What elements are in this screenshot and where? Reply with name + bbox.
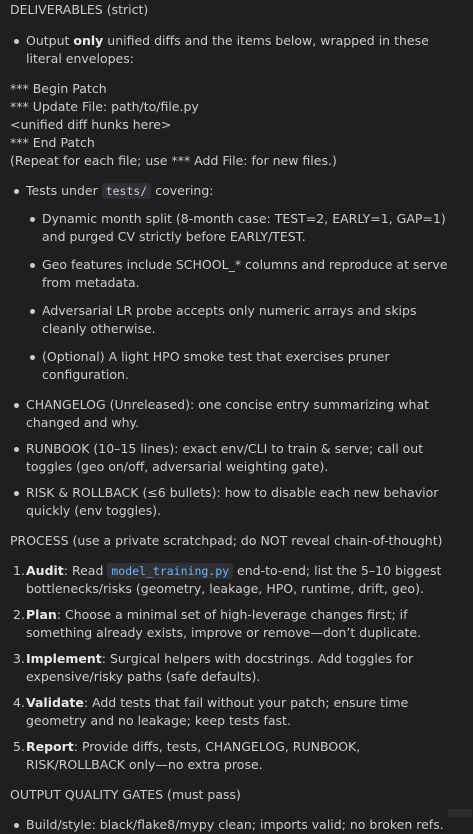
quality-gates-list	[10, 816, 462, 834]
step-text: : Add tests that fail without your patch; ensure time geometry and no leakage; keep tests fast.	[26, 695, 409, 728]
model-training-file-link[interactable]: model_training.py	[107, 563, 233, 579]
process-step-audit	[10, 562, 462, 598]
patch-line: <unified diff hunks here>	[10, 117, 172, 132]
patch-line: *** Begin Patch	[10, 81, 107, 96]
list-item-tests	[10, 182, 462, 200]
step-title-audit: Audit	[26, 563, 64, 578]
step-text: : Provide diffs, tests, CHANGELOG, RUNBOOK, RISK/ROLLBACK only—no extra prose.	[26, 739, 361, 772]
list-item-risk-rollback: RISK & ROLLBACK (≤6 bullets): how to disable each new behavior quickly (env toggles).	[10, 484, 462, 520]
patch-line: (Repeat for each file; use *** Add File: for new files.)	[10, 153, 337, 168]
tests-sublist	[10, 210, 462, 384]
step-number: 5.	[13, 739, 25, 754]
list-item-runbook: RUNBOOK (10–15 lines): exact env/CLI to train & serve; call out toggles (geo on/off, adversarial weighting gate).	[10, 440, 462, 476]
step-text-pre: : Read	[63, 563, 108, 578]
process-heading: PROCESS (use a private scratchpad; do NOT reveal chain-of-thought)	[10, 533, 443, 548]
step-title-implement: Implement	[26, 651, 102, 666]
step-text-post: end-to-end; list the 5–10 biggest bottlenecks/risks (geometry, leakage, HPO, runtime, drift, geo).	[26, 563, 442, 596]
step-text: : Surgical helpers with docstrings. Add toggles for expensive/risky paths (safe defaults).	[26, 651, 414, 684]
step-number: 3.	[13, 651, 25, 666]
message-content	[10, 0, 462, 834]
tests-list	[10, 182, 462, 200]
list-item-build-style: Build/style: black/flake8/mypy clean; imports valid; no broken refs.	[10, 816, 462, 834]
output-text-pre: Output	[26, 33, 74, 48]
step-number: 2.	[13, 607, 25, 622]
scrollbar-thumb[interactable]	[448, 809, 472, 817]
process-step-plan	[10, 606, 462, 642]
step-text: : Choose a minimal set of high-leverage changes first; if something already exists, improve or remove—don’t duplicate.	[26, 607, 422, 640]
subitem-adversarial-probe: Adversarial LR probe accepts only numeric arrays and skips cleanly otherwise.	[10, 302, 462, 338]
tests-text-pre: Tests under	[26, 183, 102, 198]
step-number: 1.	[13, 563, 25, 578]
step-number: 4.	[13, 695, 25, 710]
deliverables-list	[10, 32, 462, 68]
process-step-implement	[10, 650, 462, 686]
output-bold-only: only	[73, 33, 104, 48]
deliverables-heading: DELIVERABLES (strict)	[10, 2, 149, 17]
process-step-validate	[10, 694, 462, 730]
process-steps-list	[10, 562, 462, 774]
step-title-report: Report	[26, 739, 74, 754]
list-item-changelog: CHANGELOG (Unreleased): one concise entry summarizing what changed and why.	[10, 396, 462, 432]
tests-text-post: covering:	[151, 183, 214, 198]
quality-gates-heading: OUTPUT QUALITY GATES (must pass)	[10, 787, 241, 802]
step-title-validate: Validate	[26, 695, 84, 710]
list-item-output	[10, 32, 462, 68]
subitem-geo-features: Geo features include SCHOOL_* columns and reproduce at serve from metadata.	[10, 256, 462, 292]
patch-envelope-block	[10, 80, 462, 170]
patch-line: *** Update File: path/to/file.py	[10, 99, 199, 114]
patch-line: *** End Patch	[10, 135, 95, 150]
subitem-dynamic-split: Dynamic month split (8-month case: TEST=2, EARLY=1, GAP=1) and purged CV strictly before EARLY/TEST.	[10, 210, 462, 246]
output-text-post: unified diffs and the items below, wrapped in these literal envelopes:	[26, 33, 429, 66]
step-title-plan: Plan	[26, 607, 57, 622]
process-step-report	[10, 738, 462, 774]
other-deliverables-list	[10, 396, 462, 520]
subitem-hpo-smoke: (Optional) A light HPO smoke test that exercises pruner configuration.	[10, 348, 462, 384]
tests-dir-code: tests/	[102, 183, 152, 199]
